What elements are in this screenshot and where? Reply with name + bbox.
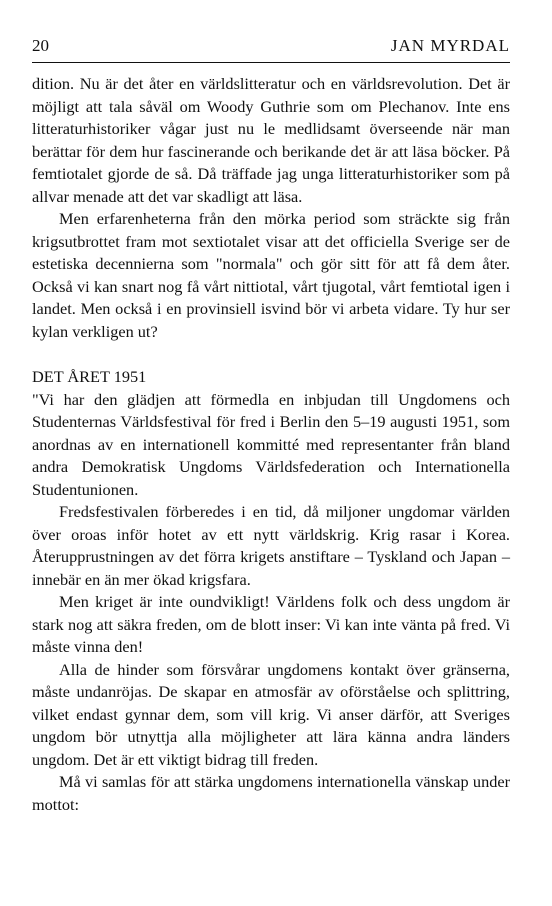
paragraph: Må vi samlas för att stärka ungdomens internationella vänskap under mottot:: [32, 772, 510, 814]
paragraph: Alla de hinder som försvårar ungdomens kontakt över gränserna, måste undanröjas. De skapar en atmosfär av oförståelse och splittring, vilket endast gynnar dem, som vill krig. Vi anser därför, att Sveriges ungdom bör utnyttja alla möjligheter att lära känna andra länders ungdom. Det är ett viktigt bidrag till freden.: [32, 659, 510, 769]
paragraph: dition. Nu är det åter en världslitteratur och en världsrevolution. Det är möjligt att tala såväl om Woody Guthrie som om Plechanov. Inte ens litteraturhistoriker vågar just nu le medlidsamt överseende när man berättar för dem hur fascinerande och berikande det är att läsa böcker. På femtiotalet gjorde de så. Då träffade jag unga litteraturhistoriker som på allvar menade att det var skadligt att läsa.: [32, 74, 510, 206]
running-head: JAN MYRDAL: [390, 36, 510, 55]
header-rule: [32, 62, 510, 63]
page-header: [32, 36, 510, 56]
section-heading: DET ÅRET 1951: [32, 367, 147, 386]
paragraph: "Vi har den glädjen att förmedla en inbjudan till Ungdomens och Studenternas Världsfestival för fred i Berlin den 5–19 augusti 1951, som anordnas av en internationell kommitté med representanter från bland andra Demokratisk Ungdoms Världsfederation och Internationella Studentunionen.: [32, 389, 510, 499]
paragraph: Men erfarenheterna från den mörka period som sträckte sig från krigsutbrottet fram mot sextiotalet visar att det officiella Sverige ser de estetiska decennierna som "normala" och gör sitt för att få dem åter. Också vi kan snart nog få vårt nittiotal, vårt tjugotal, vårt femtiotal igen i landet. Men också i en provinsiell isvind bör vi arbeta vidare. Ty hur ser kylan verkligen ut?: [32, 209, 510, 341]
paragraph: Fredsfestivalen förberedes i en tid, då miljoner ungdomar världen över oroas inför hotet av ett nytt världskrig. Krig rasar i Korea. Återupprustningen av det förra krigets anstiftare – Tyskland och Japan – innebär en än mer ökad krigsfara.: [32, 502, 510, 589]
paragraph: Men kriget är inte oundvikligt! Världens folk och dess ungdom är stark nog att säkra freden, om de blott inser: Vi kan inte vänta på fred. Vi måste vinna den!: [32, 592, 510, 656]
page-body: [32, 73, 510, 816]
page-number: 20: [32, 36, 49, 55]
